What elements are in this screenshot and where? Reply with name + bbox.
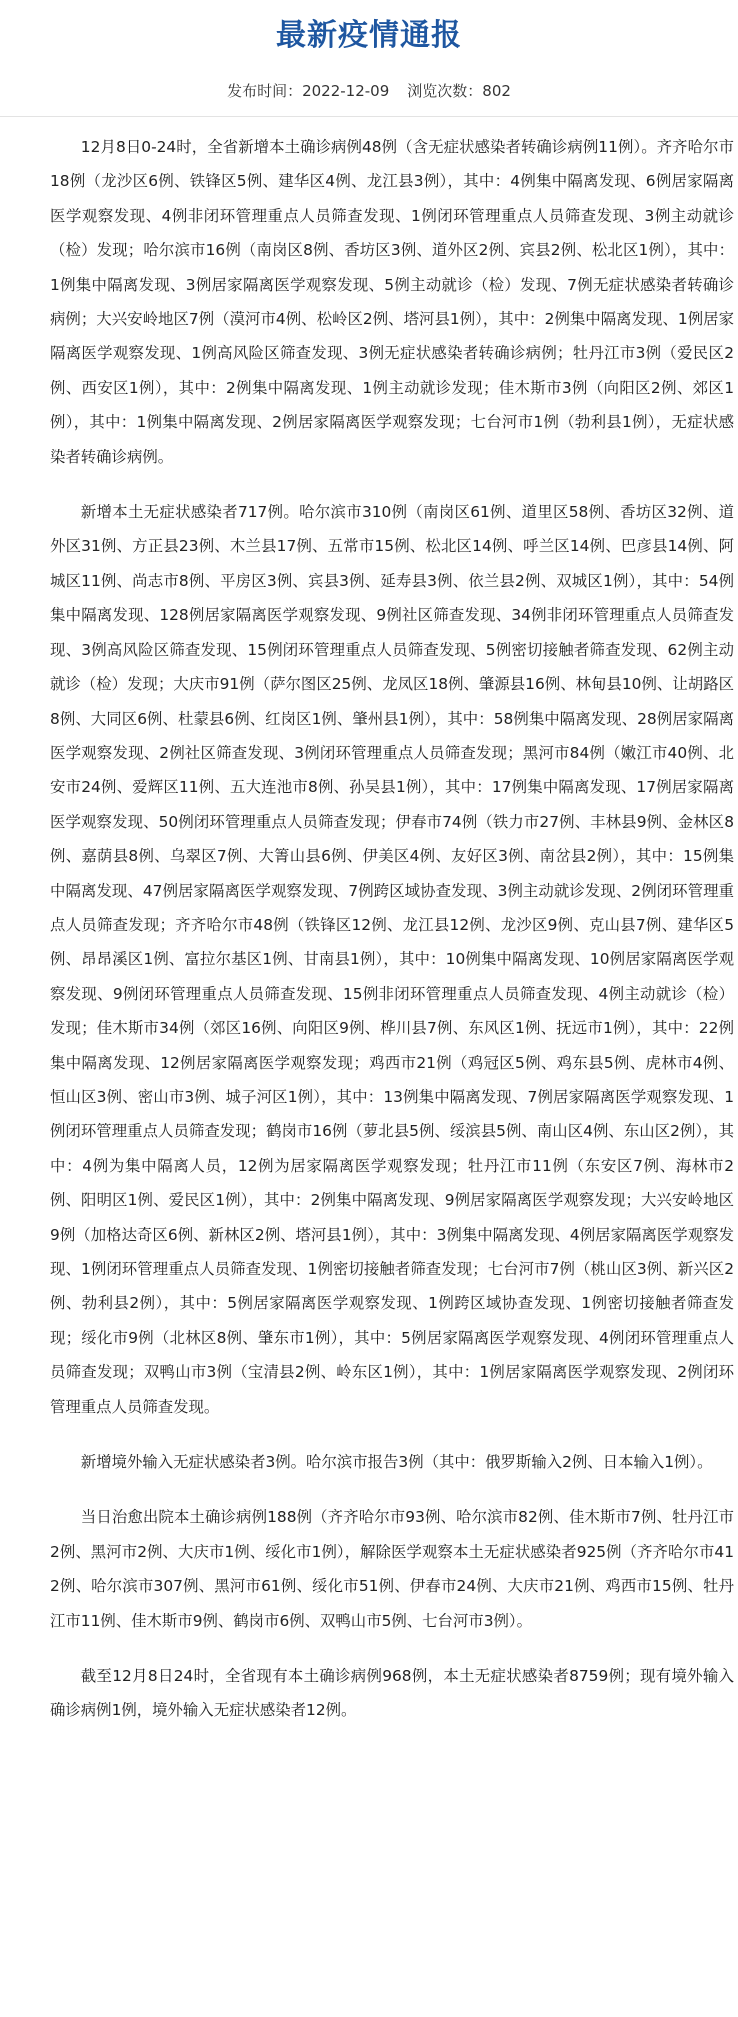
article-meta [0,78,738,104]
paragraph-recoveries: 当日治愈出院本土确诊病例188例（齐齐哈尔市93例、哈尔滨市82例、佳木斯市7例、牡丹江市2例、黑河市2例、大庆市1例、绥化市1例），解除医学观察本土无症状感染者925例（齐齐哈尔市412例、哈尔滨市307例、黑河市61例、绥化市51例、伊春市24例、大庆市21例、鸡西市15例、牡丹江市11例、佳木斯市9例、鹤岗市6例、双鸭山市5例、七台河市3例）。 [50,1508,734,1630]
header-divider [0,116,738,117]
views-count: 802 [482,82,511,100]
publish-date: 2022-12-09 [302,82,390,100]
publish-label: 发布时间： [227,82,303,100]
paragraph-asymptomatic-cases: 新增本土无症状感染者717例。哈尔滨市310例（南岗区61例、道里区58例、香坊区32例、道外区31例、方正县23例、木兰县17例、五常市15例、松北区14例、呼兰区14例、巴彦县14例、阿城区11例、尚志市8例、平房区3例、宾县3例、延寿县3例、依兰县2例、双城区1例），其中：54例集中隔离发现、128例居家隔离医学观察发现、9例社区筛查发现、34例非闭环管理重点人员筛查发现、3例高风险区筛查发现、15例闭环管理重点人员筛查发现、5例密切接触者筛查发现、62例主动就诊（检）发现；大庆市91例（萨尔图区25例、龙凤区18例、肇源县16例、林甸县10例、让胡路区8例、大同区6例、杜蒙县6例、红岗区1例、肇州县1例），其中：58例集中隔离发现、28例居家隔离医学观察发现、2例社区筛查发现、3例闭环管理重点人员筛查发现；黑河市84例（嫩江市40例、北安市24例、爱辉区11例、五大连池市8例、孙吴县1例），其中：17例集中隔离发现、17例居家隔离医学观察发现、50例闭环管理重点人员筛查发现；伊春市74例（铁力市27例、丰林县9例、金林区8例、嘉荫县8例、乌翠区7例、大箐山县6例、伊美区4例、友好区3例、南岔县2例），其中：15例集中隔离发现、47例居家隔离医学观察发现、7例跨区域协查发现、3例主动就诊发现、2例闭环管理重点人员筛查发现；齐齐哈尔市48例（铁锋区12例、龙江县12例、龙沙区9例、克山县7例、建华区5例、昂昂溪区1例、富拉尔基区1例、甘南县1例），其中：10例集中隔离发现、10例居家隔离医学观察发现、9例闭环管理重点人员筛查发现、15例非闭环管理重点人员筛查发现、4例主动就诊（检）发现；佳木斯市34例（郊区16例、向阳区9例、桦川县7例、东风区1例、抚远市1例），其中：22例集中隔离发现、12例居家隔离医学观察发现；鸡西市21例（鸡冠区5例、鸡东县5例、虎林市4例、恒山区3例、密山市3例、城子河区1例），其中：13例集中隔离发现、7例居家隔离医学观察发现、1例闭环管理重点人员筛查发现；鹤岗市16例（萝北县5例、绥滨县5例、南山区4例、东山区2例），其中：4例为集中隔离人员，12例为居家隔离医学观察发现；牡丹江市11例（东安区7例、海林市2例、阳明区1例、爱民区1例），其中：2例集中隔离发现、9例居家隔离医学观察发现；大兴安岭地区9例（加格达奇区6例、新林区2例、塔河县1例），其中：3例集中隔离发现、4例居家隔离医学观察发现、1例闭环管理重点人员筛查发现、1例密切接触者筛查发现；七台河市7例（桃山区3例、新兴区2例、勃利县2例），其中：5例居家隔离医学观察发现、1例跨区域协查发现、1例密切接触者筛查发现；绥化市9例（北林区8例、肇东市1例），其中：5例居家隔离医学观察发现、4例闭环管理重点人员筛查发现；双鸭山市3例（宝清县2例、岭东区1例），其中：1例居家隔离医学观察发现、2例闭环管理重点人员筛查发现。 [50,503,734,1416]
page-title: 最新疫情通报 [276,18,462,53]
paragraph-imported-cases: 新增境外输入无症状感染者3例。哈尔滨市报告3例（其中：俄罗斯输入2例、日本输入1例）。 [80,1453,713,1472]
paragraph-confirmed-cases: 12月8日0-24时，全省新增本土确诊病例48例（含无症状感染者转确诊病例11例）。齐齐哈尔市18例（龙沙区6例、铁锋区5例、建华区4例、龙江县3例），其中：4例集中隔离发现、6例居家隔离医学观察发现、4例非闭环管理重点人员筛查发现、1例闭环管理重点人员筛查发现、3例主动就诊（检）发现；哈尔滨市16例（南岗区8例、香坊区3例、道外区2例、宾县2例、松北区1例），其中：1例集中隔离发现、3例居家隔离医学观察发现、5例主动就诊（检）发现、7例无症状感染者转确诊病例；大兴安岭地区7例（漠河市4例、松岭区2例、塔河县1例），其中：2例集中隔离发现、1例居家隔离医学观察发现、1例高风险区筛查发现、3例无症状感染者转确诊病例；牡丹江市3例（爱民区2例、西安区1例），其中：2例集中隔离发现、1例主动就诊发现；佳木斯市3例（向阳区2例、郊区1例），其中：1例集中隔离发现、2例居家隔离医学观察发现；七台河市1例（勃利县1例），无症状感染者转确诊病例。 [50,138,734,466]
article-body [0,130,738,1728]
paragraph-totals: 截至12月8日24时，全省现有本土确诊病例968例，本土无症状感染者8759例；现有境外输入确诊病例1例，境外输入无症状感染者12例。 [50,1667,734,1720]
views-label: 浏览次数： [407,82,483,100]
